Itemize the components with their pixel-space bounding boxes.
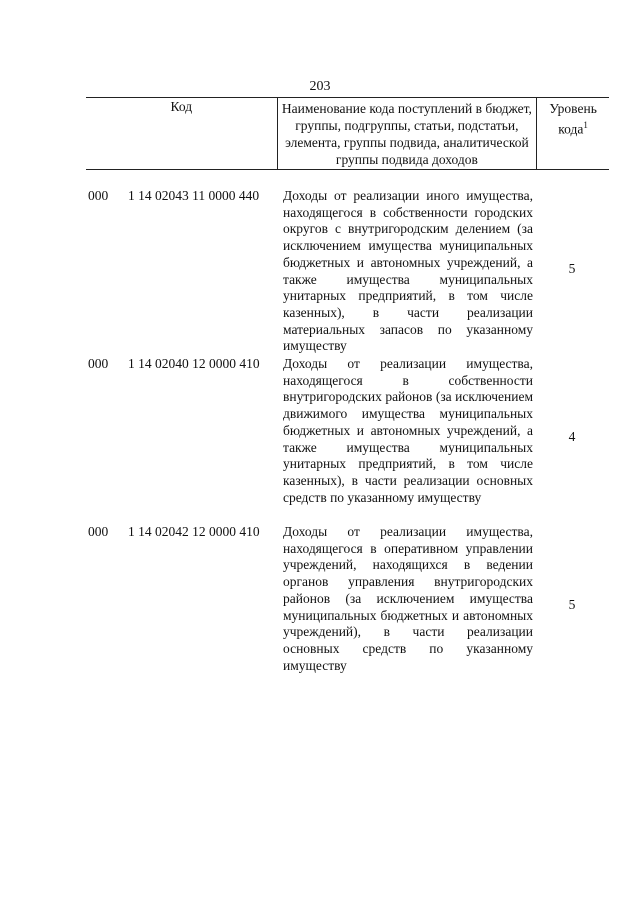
row-prefix: 000 bbox=[88, 524, 109, 539]
row-description: Доходы от реализации имущества, находящегося в оперативном управлении учреждений, находящихся в ведении органов управления внутригородских районов (за исключением имущества муниципальных бюджетных и автономных учреждений), в части реализации основных средств по указанному имуществу bbox=[283, 524, 533, 673]
header-level bbox=[537, 98, 609, 170]
header-name: Наименование кода поступлений в бюджет, группы, подгруппы, статьи, подстатьи, элемента, группы подвида, аналитической группы подвида доходов bbox=[277, 98, 537, 170]
row-prefix: 000 bbox=[88, 356, 109, 371]
row-level: 5 bbox=[568, 261, 576, 276]
header-code: Код bbox=[86, 98, 277, 170]
header-level-label: Уровень кода bbox=[549, 101, 597, 137]
row-level: 4 bbox=[568, 429, 576, 444]
page-number: 203 bbox=[309, 79, 331, 94]
row-code: 1 14 02043 11 0000 440 bbox=[128, 188, 260, 203]
header-level-footnote: 1 bbox=[583, 120, 588, 130]
row-description: Доходы от реализации имущества, находящегося в собственности внутригородских районов (за исключением движимого имущества муниципальных бюджетных и автономных учреждений, а также имущества муниципальных унитарных предприятий, в том числе казенных), в части реализации основных средств по указанному имуществу bbox=[283, 356, 533, 505]
row-code: 1 14 02040 12 0000 410 bbox=[128, 356, 260, 371]
row-description: Доходы от реализации иного имущества, находящегося в собственности городских округов с внутригородским делением (за исключением имущества муниципальных бюджетных и автономных учреждений, а также имущества муниципальных унитарных предприятий, в том числе казенных), в части реализации материальных запасов по указанному имуществу bbox=[283, 188, 533, 354]
row-code: 1 14 02042 12 0000 410 bbox=[128, 524, 260, 539]
row-level: 5 bbox=[568, 597, 576, 612]
table-header bbox=[86, 97, 609, 170]
row-prefix: 000 bbox=[88, 188, 109, 203]
